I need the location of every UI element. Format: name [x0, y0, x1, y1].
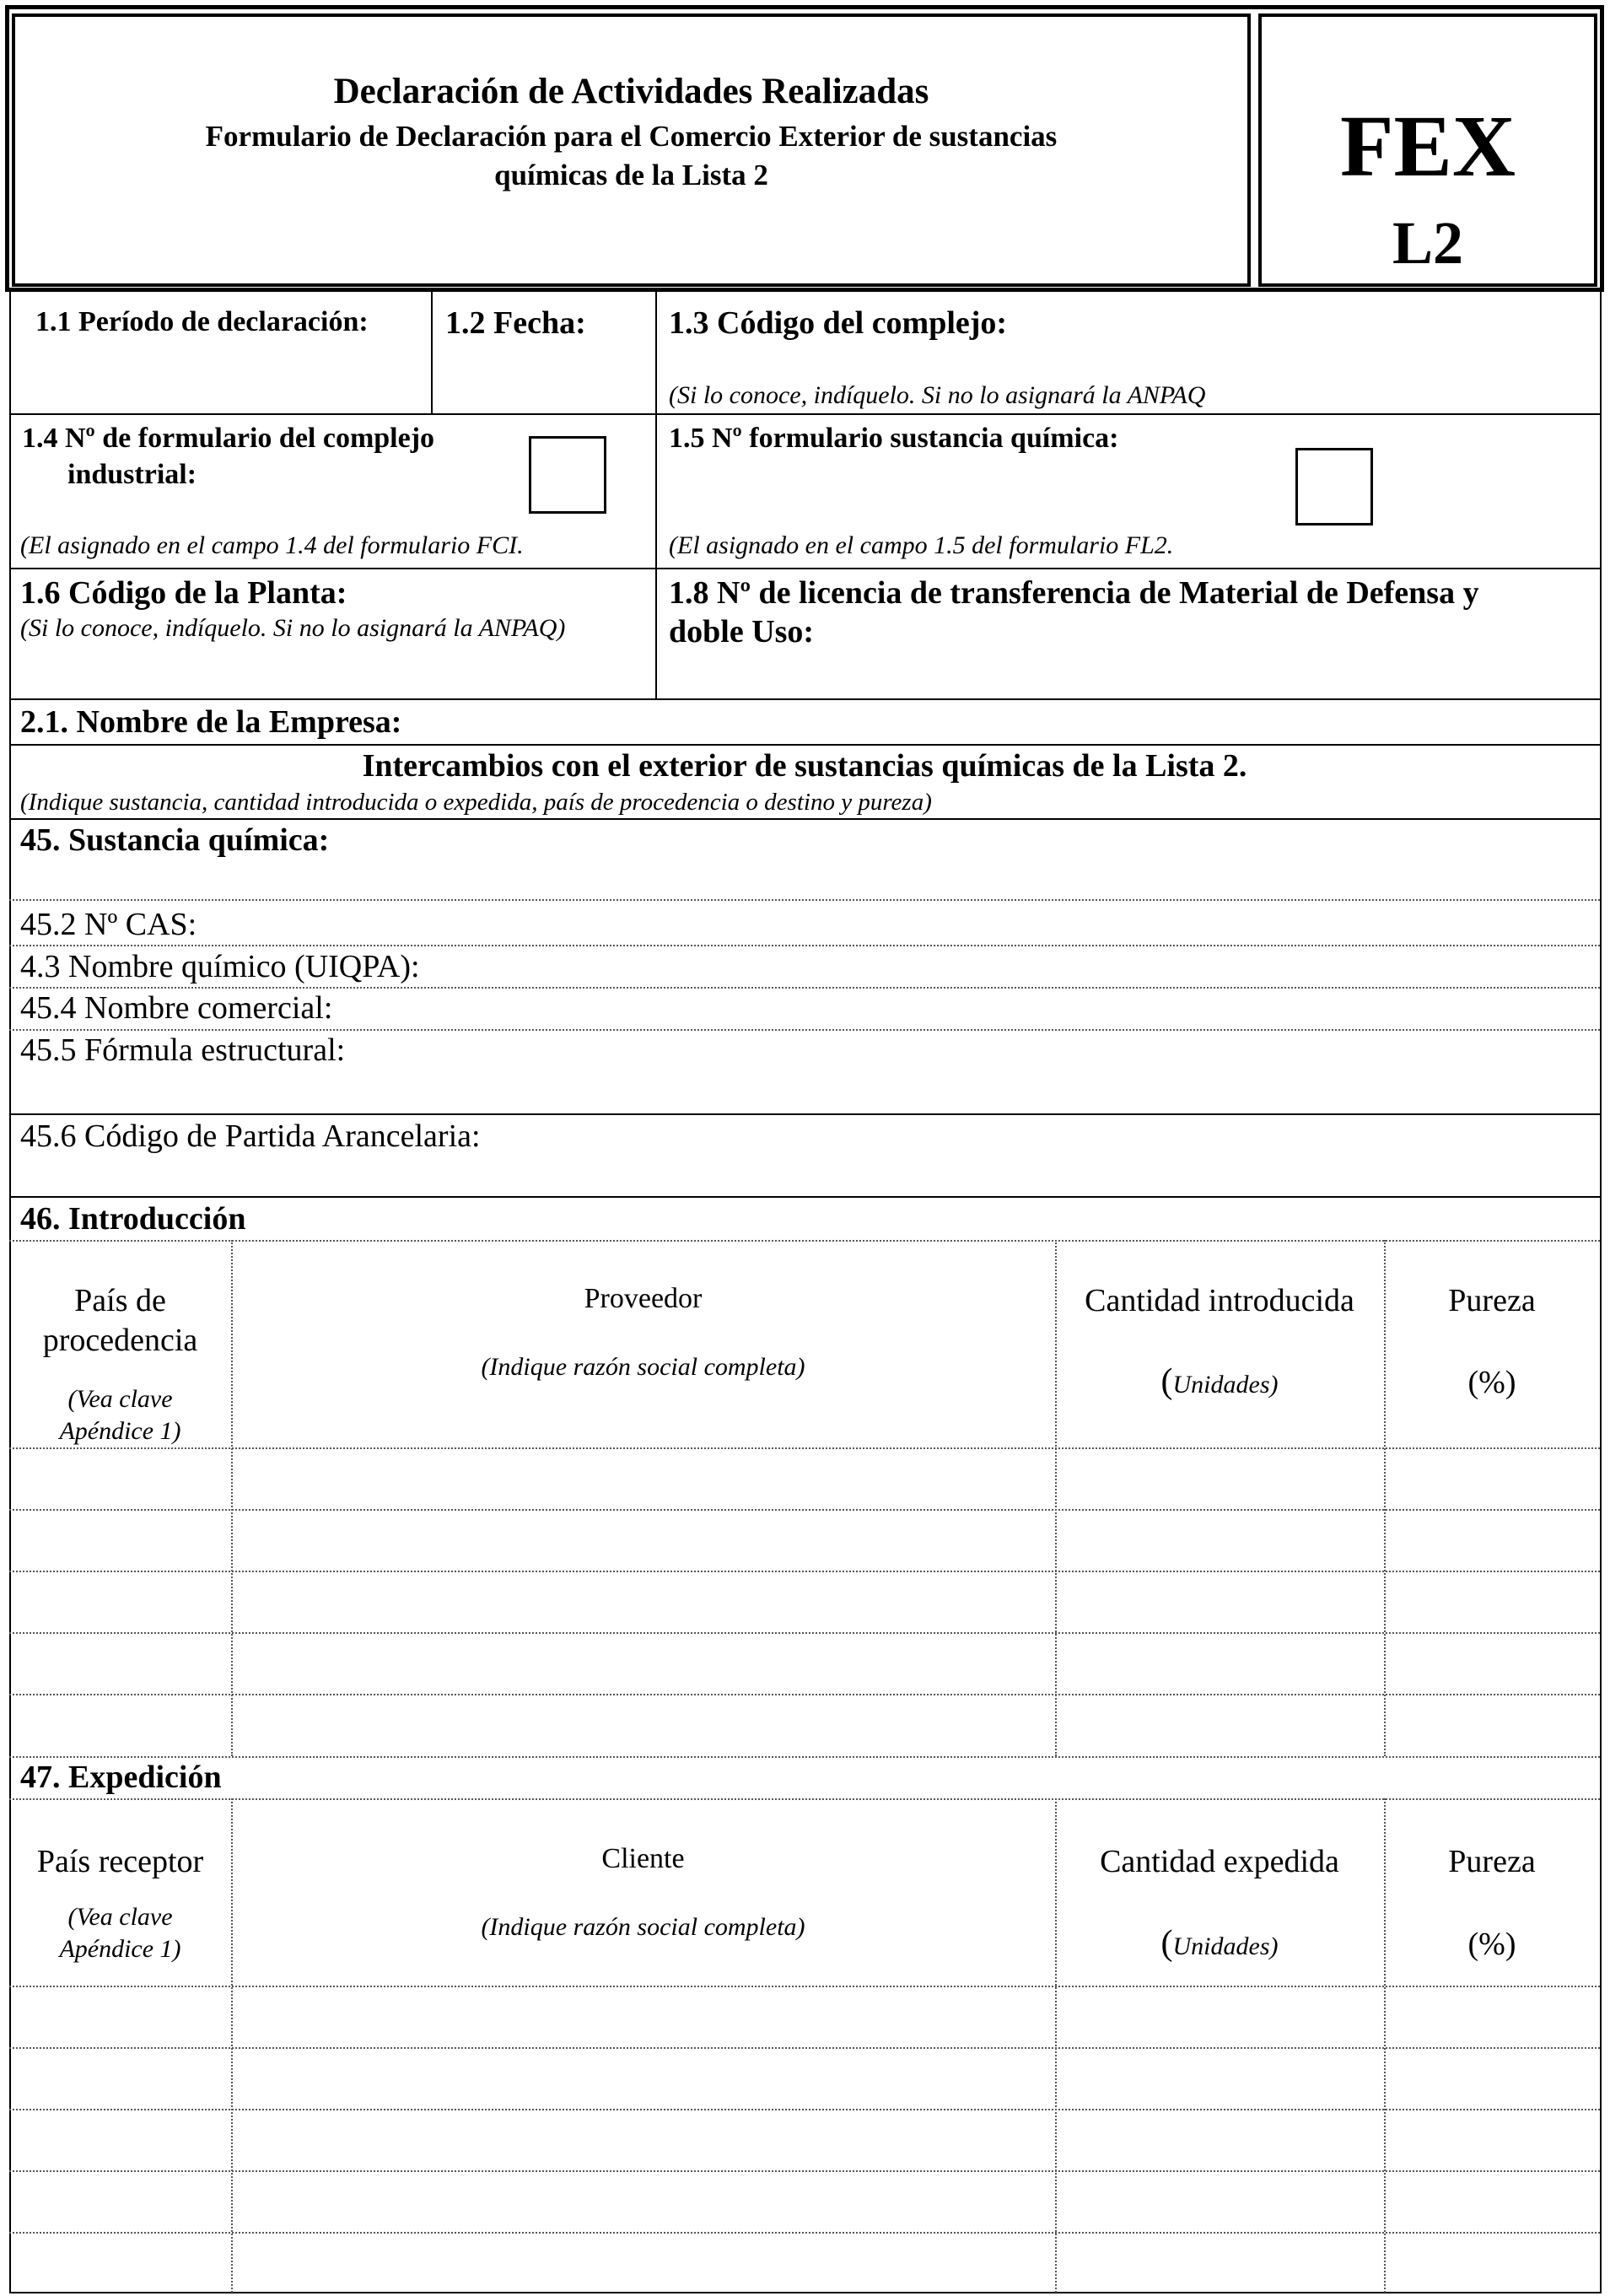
dot-45-d — [9, 1029, 1600, 1031]
label-iupac-name: 4.3 Nombre químico (UIQPA): — [20, 949, 420, 984]
label-period: 1.1 Período de declaración: — [35, 306, 369, 337]
exp-entry-row-2[interactable] — [11, 2049, 1598, 2108]
dot-45-c — [9, 987, 1600, 989]
form-subtitle-line2: químicas de la Lista 2 — [494, 159, 768, 191]
exp-quantity-paren: ( — [1160, 1924, 1173, 1963]
exp-entry-row-1[interactable] — [11, 1987, 1598, 2046]
label-cas: 45.2 Nº CAS: — [20, 907, 197, 942]
form-subtitle-line1: Formulario de Declaración para el Comercio Exterior de sustancias — [205, 120, 1058, 153]
note-plant-code: (Si lo conoce, indíquelo. Si no lo asignará la ANPAQ) — [20, 614, 566, 642]
dot-45-a — [9, 899, 1600, 901]
label-substance: 45. Sustancia química: — [20, 822, 330, 858]
label-license-no-1: 1.8 Nº de licencia de transferencia de Material de Defensa y — [669, 575, 1479, 611]
divider-1-2 — [655, 292, 657, 698]
note-substance-form-no: (El asignado en el campo 1.5 del formulario FL2. — [669, 531, 1174, 559]
form-code-main: FEX — [1340, 98, 1516, 195]
form-title: Declaración de Actividades Realizadas — [333, 72, 929, 111]
label-substance-form-no: 1.5 Nº formulario sustancia química: — [669, 423, 1119, 454]
exchange-note: (Indique sustancia, cantidad introducida o expedida, país de procedencia o destino y pureza) — [20, 789, 932, 816]
intro-col-purity-note: (%) — [1467, 1365, 1516, 1400]
label-structural-formula: 45.5 Fórmula estructural: — [20, 1032, 346, 1068]
intro-col-purity: Pureza — [1448, 1283, 1536, 1318]
intro-col-country-note-2: Apéndice 1) — [59, 1417, 181, 1445]
intro-entry-row-3[interactable] — [11, 1572, 1598, 1631]
intro-entry-row-5[interactable] — [11, 1695, 1598, 1755]
intro-entry-row-1[interactable] — [11, 1449, 1598, 1508]
label-license-no-2: doble Uso: — [669, 614, 815, 649]
label-plant-code: 1.6 Código de la Planta: — [20, 575, 347, 611]
exp-col-client: Cliente — [601, 1843, 685, 1874]
intro-col-country-2: procedencia — [42, 1323, 198, 1358]
introduction-heading: 46. Introducción — [20, 1201, 246, 1237]
exp-entry-row-3[interactable] — [11, 2110, 1598, 2169]
form-code-sub: L2 — [1392, 209, 1464, 277]
exp-col-country: País receptor — [36, 1844, 204, 1879]
intro-col-country-note-1: (Vea clave — [67, 1385, 173, 1413]
row-2-line — [9, 744, 1602, 746]
label-complex-code: 1.3 Código del complejo: — [669, 305, 1008, 341]
exp-quantity-units: Unidades) — [1172, 1932, 1279, 1960]
exp-col-purity-note: (%) — [1467, 1927, 1516, 1962]
intro-col-country-1: País de — [74, 1283, 166, 1318]
intro-entry-row-4[interactable] — [11, 1634, 1598, 1693]
intro-entry-row-2[interactable] — [11, 1511, 1598, 1570]
complex-form-no-checkbox[interactable] — [529, 436, 606, 514]
substance-form-no-checkbox[interactable] — [1295, 448, 1373, 525]
note-complex-code: (Si lo conoce, indíquelo. Si no lo asignará la ANPAQ — [669, 381, 1206, 409]
row-1-line-a — [9, 413, 1602, 415]
intro-quantity-paren: ( — [1160, 1362, 1173, 1401]
exchange-title: Intercambios con el exterior de sustancias químicas de la Lista 2. — [362, 748, 1247, 784]
dot-46-head — [9, 1240, 1600, 1242]
row-1-line-c — [9, 698, 1602, 700]
row-1-line-b — [9, 568, 1602, 569]
intro-quantity-units: Unidades) — [1172, 1371, 1279, 1399]
intro-col-quantity-note — [1055, 1361, 1384, 1402]
label-complex-form-no-1: 1.4 Nº de formulario del complejo — [22, 423, 435, 454]
label-complex-form-no-2: industrial: — [67, 459, 197, 490]
note-complex-form-no: (El asignado en el campo 1.4 del formulario FCI. — [20, 531, 524, 559]
divider-1-1 — [431, 292, 433, 413]
intro-col-supplier: Proveedor — [584, 1283, 703, 1314]
label-tariff-code: 45.6 Código de Partida Arancelaria: — [20, 1118, 481, 1154]
row-45-line — [9, 1113, 1602, 1115]
exp-entry-row-4[interactable] — [11, 2172, 1598, 2231]
label-trade-name: 45.4 Nombre comercial: — [20, 990, 333, 1026]
intro-col-quantity: Cantidad introducida — [1085, 1283, 1354, 1318]
body-bottom-border — [9, 2292, 1602, 2293]
body-right-border — [1600, 292, 1602, 2293]
exp-col-purity: Pureza — [1448, 1844, 1536, 1879]
exp-entry-row-5[interactable] — [11, 2234, 1598, 2291]
dot-45-b — [9, 945, 1600, 946]
dot-47-head — [9, 1798, 1600, 1800]
expedition-heading: 47. Expedición — [20, 1760, 222, 1795]
intro-row-line-6 — [9, 1756, 1600, 1758]
exp-col-country-note-2: Apéndice 1) — [59, 1935, 181, 1963]
row-exchange-line — [9, 818, 1602, 820]
exp-col-quantity-note — [1055, 1923, 1384, 1964]
exp-col-client-note: (Indique razón social completa) — [481, 1913, 805, 1941]
intro-col-supplier-note: (Indique razón social completa) — [481, 1353, 805, 1381]
exp-col-country-note-1: (Vea clave — [67, 1903, 173, 1931]
label-date: 1.2 Fecha: — [445, 305, 586, 341]
row-46-top-line — [9, 1196, 1602, 1198]
exp-col-quantity: Cantidad expedida — [1100, 1844, 1339, 1879]
label-company-name: 2.1. Nombre de la Empresa: — [20, 704, 402, 740]
